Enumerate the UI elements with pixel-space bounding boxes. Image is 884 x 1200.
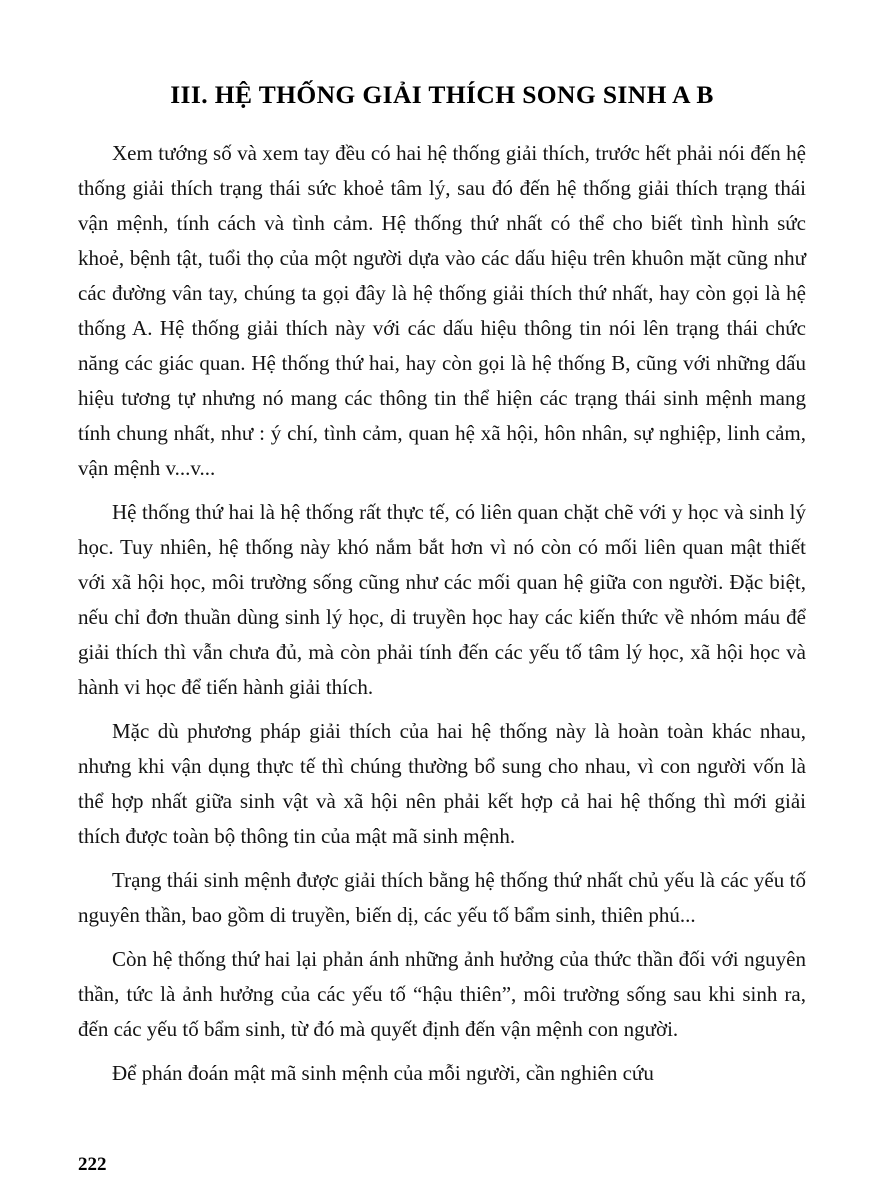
paragraph: Trạng thái sinh mệnh được giải thích bằng hệ thống thứ nhất chủ yếu là các yếu tố nguyên thần, bao gồm di truyền, biến dị, các yếu tố bẩm sinh, thiên phú... xyxy=(78,868,806,927)
paragraph: Để phán đoán mật mã sinh mệnh của mỗi người, cần nghiên cứu xyxy=(112,1061,654,1085)
body-text xyxy=(78,136,806,1091)
paragraph: Mặc dù phương pháp giải thích của hai hệ thống này là hoàn toàn khác nhau, nhưng khi vận dụng thực tế thì chúng thường bổ sung cho nhau, vì con người vốn là thể hợp nhất giữa sinh vật và xã hội nên phải kết hợp cả hai hệ thống thì mới giải thích được toàn bộ thông tin của mật mã sinh mệnh. xyxy=(78,719,806,848)
page-title: III. HỆ THỐNG GIẢI THÍCH SONG SINH A B xyxy=(170,80,714,109)
page-number: 222 xyxy=(78,1154,107,1175)
paragraph: Còn hệ thống thứ hai lại phản ánh những ảnh hưởng của thức thần đối với nguyên thần, tức là ảnh hưởng của các yếu tố “hậu thiên”, môi trường sống sau khi sinh ra, đến các yếu tố bẩm sinh, từ đó mà quyết định đến vận mệnh con người. xyxy=(78,947,806,1041)
paragraph: Hệ thống thứ hai là hệ thống rất thực tế, có liên quan chặt chẽ với y học và sinh lý học. Tuy nhiên, hệ thống này khó nắm bắt hơn vì nó còn có mối liên quan mật thiết với xã hội học, môi trường sống cũng như các mối quan hệ giữa con người. Đặc biệt, nếu chỉ đơn thuần dùng sinh lý học, di truyền học hay các kiến thức về nhóm máu để giải thích thì vẫn chưa đủ, mà còn phải tính đến các yếu tố tâm lý học, xã hội học và hành vi học để tiến hành giải thích. xyxy=(78,500,806,699)
paragraph: Xem tướng số và xem tay đều có hai hệ thống giải thích, trước hết phải nói đến hệ thống giải thích trạng thái sức khoẻ tâm lý, sau đó đến hệ thống giải thích trạng thái vận mệnh, tính cách và tình cảm. Hệ thống thứ nhất có thể cho biết tình hình sức khoẻ, bệnh tật, tuổi thọ của một người dựa vào các dấu hiệu trên khuôn mặt cũng như các đường vân tay, chúng ta gọi đây là hệ thống giải thích thứ nhất, hay còn gọi là hệ thống A. Hệ thống giải thích này với các dấu hiệu thông tin nói lên trạng thái chức năng các giác quan. Hệ thống thứ hai, hay còn gọi là hệ thống B, cũng với những dấu hiệu tương tự nhưng nó mang các thông tin thể hiện các trạng thái sinh mệnh mang tính chung nhất, như : ý chí, tình cảm, quan hệ xã hội, hôn nhân, sự nghiệp, linh cảm, vận mệnh v...v... xyxy=(78,141,806,480)
